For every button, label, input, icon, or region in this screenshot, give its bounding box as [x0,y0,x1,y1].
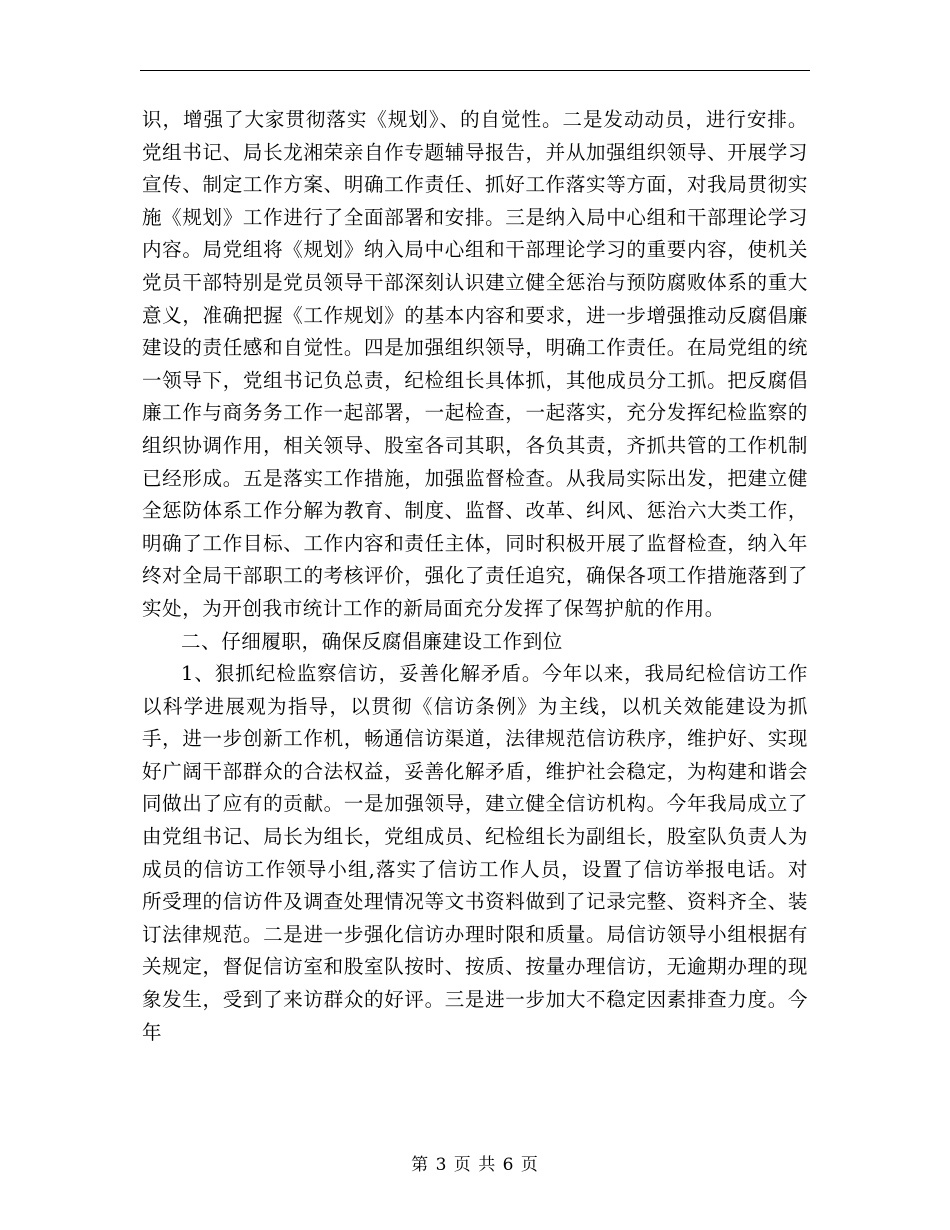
paragraph-continuation: 识，增强了大家贯彻落实《规划》、的自觉性。二是发动动员，进行安排。党组书记、局长龙湘荣亲自作专题辅导报告，并从加强组织领导、开展学习宣传、制定工作方案、明确工作责任、抓好工作落实等方面，对我局贯彻实施《规划》工作进行了全面部署和安排。三是纳入局中心组和干部理论学习内容。局党组将《规划》纳入局中心组和干部理论学习的重要内容，使机关党员干部特别是党员领导干部深刻认识建立健全惩治与预防腐败体系的重大意义，准确把握《工作规划》的基本内容和要求，进一步增强推动反腐倡廉建设的责任感和自觉性。四是加强组织领导，明确工作责任。在局党组的统一领导下，党组书记负总责，纪检组长具体抓，其他成员分工抓。把反腐倡廉工作与商务务工作一起部署，一起检查，一起落实，充分发挥纪检监察的组织协调作用，相关领导、股室各司其职，各负其责，齐抓共管的工作机制已经形成。五是落实工作措施，加强监督检查。从我局实际出发，把建立健全惩防体系工作分解为教育、制度、监督、改革、纠风、惩治六大类工作，明确了工作目标、工作内容和责任主体，同时积极开展了监督检查，纳入年终对全局干部职工的考核评价，强化了责任追究，确保各项工作措施落到了实处，为开创我市统计工作的新局面充分发挥了保驾护航的作用。 [142,108,808,620]
section-heading: 二、仔细履职，确保反腐倡廉建设工作到位 [181,629,563,653]
document-body [142,104,808,1049]
page-number-footer: 第 3 页 共 6 页 [411,1155,539,1175]
paragraph-item-1: 1、狠抓纪检监察信访，妥善化解矛盾。今年以来，我局纪检信访工作以科学进展观为指导，以贯彻《信访条例》为主线，以机关效能建设为抓手，进一步创新工作机，畅通信访渠道，法律规范信访秩序，维护好、实现好广阔干部群众的合法权益，妥善化解矛盾，维护社会稳定，为构建和谐会同做出了应有的贡献。一是加强领导，建立健全信访机构。今年我局成立了由党组书记、局长为组长，党组成员、纪检组长为副组长，股室队负责人为成员的信访工作领导小组,落实了信访工作人员，设置了信访举报电话。对所受理的信访件及调查处理情况等文书资料做到了记录完整、资料齐全、装订法律规范。二是进一步强化信访办理时限和质量。局信访领导小组根据有关规定，督促信访室和股室队按时、按质、按量办理信访，无逾期办理的现象发生，受到了来访群众的好评。三是进一步加大不稳定因素排查力度。今年 [142,662,808,1044]
header-rule [140,70,810,71]
